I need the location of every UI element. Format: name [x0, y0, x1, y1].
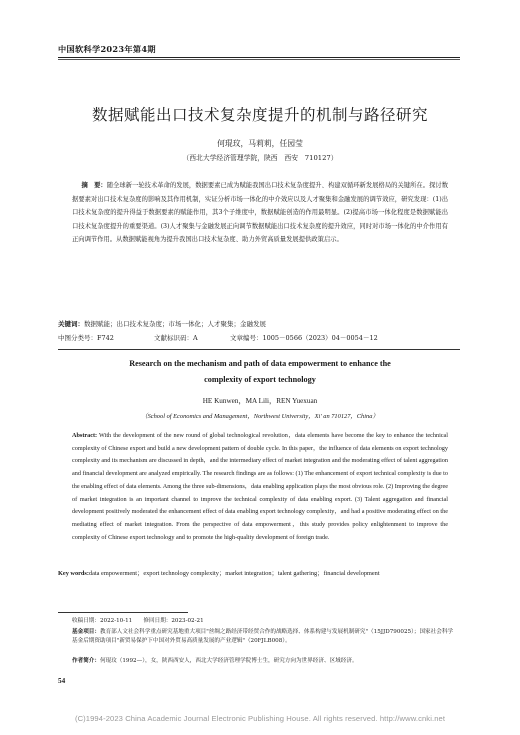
authors-english: HE Kunwen，MA Lili，REN Yuexuan: [202, 397, 318, 405]
title-english: [0, 356, 520, 388]
copyright-watermark: (C)1994-2023 China Academic Journal Electronic Publishing House. All rights reserved. http://www.cnki.net: [74, 714, 446, 723]
footnote-author-text: 何琨玟（1992—），女，陕西西安人，西北大学经济管理学院博士生，研究方向为世界经济、区域经济。: [99, 658, 358, 664]
keywords-english-text: data empowerment；export technology complexity；market integration；talent gathering；financial development: [88, 570, 380, 577]
keywords-english: [58, 568, 460, 577]
document-code: 文献标识码：A: [154, 334, 198, 342]
page-number: 54: [58, 677, 66, 685]
keywords-english-label: Key words:: [58, 570, 89, 577]
footnote-funding: [72, 628, 458, 647]
footnote-dates: 收稿日期：2022-10-11 修回日期：2023-02-21: [72, 618, 204, 624]
abstract-english-label: Abstract:: [72, 432, 98, 439]
authors-chinese: 何琨玟，马莉莉，任园莹: [217, 139, 303, 148]
header-rule-thin: [58, 59, 460, 60]
affiliation-chinese: （西北大学经济管理学院，陕西 西安 710127）: [182, 154, 338, 162]
affiliation-english: （School of Economics and Management，Northwest University，Xi' an 710127，China）: [141, 413, 379, 420]
clc-number: 中图分类号：F742: [58, 334, 114, 342]
abstract-chinese-text: 随全球新一轮技术革命的发展，数据要素已成为赋能我国出口技术复杂度提升、构建双循环新发展格局的关键所在。探讨数据要素对出口技术复杂度的影响及其作用机制，实证分析市场一体化的中介效应以及人才聚集和金融发展的调节效应，研究发现：(1)出口技术复杂度的提升得益于数据要素的赋能作用，其3个子维度中，数据赋能创造的作用最明显。(2)提高市场一体化程度是数据赋能出口技术复杂度提升的重要渠道。(3)人才聚集与金融发展正向调节数据赋能出口技术复杂度的提升效应，同时对市场一体化的中介作用有正向调节作用。从数据赋能视角为提升我国出口技术复杂度、助力外贸高质量发展提供政策启示。: [72, 182, 449, 244]
abstract-english-text: With the development of the new round of global technological revolution，data elements have become the key to enhance the technical complexity of Chinese export and build a new development pattern of double cycle. In this paper，the influence of data elements on export technology complexity and its mechanism are discussed in depth，and the intermediary effect of market integration and the moderating effect of talent aggregation and financial development are analyzed empirically. The research findings are as follows: (1) The enhancement of export technical complexity is due to the enabling effect of data elements. Among the three sub-dimensions，data enabling application plays the most obvious role. (2) Improving the degree of market integration is an important channel to improve the technical complexity of data enabling export. (3) Talent aggregation and financial development positively moderated the enhancement effect of data enabling export technology complexity，and had a positive moderating effect on the mediating effect of market integration. From the perspective of data empowerment，this study provides policy enlightenment to improve the complexity of Chinese export technology and to promote the high-quality development of foreign trade.: [72, 432, 449, 541]
abstract-chinese: [72, 179, 448, 247]
article-id: 文章编号：1005－0566（2023）04－0054－12: [230, 334, 378, 342]
footnote-funding-text: 教育部人文社会科学重点研究基地重大项目"丝绸之路经济带经贸合作的战略选择、体系构建与发展机制研究"（15JJD790025）；国家社会科学基金后期资助项目"新贸易保护下中国对外贸易高质量发展的产业逻辑"（20FJLB008）。: [72, 629, 454, 645]
footnote-funding-label: 基金项目：: [72, 629, 100, 635]
keywords-chinese: [58, 318, 460, 331]
header-rule: [58, 57, 460, 58]
footnote-rule: [58, 612, 188, 613]
journal-header: 中国软科学2023年第4期: [58, 44, 156, 54]
keywords-chinese-text: 数据赋能；出口技术复杂度；市场一体化；人才聚集；金融发展: [84, 320, 266, 328]
title-english-text: Research on the mechanism and path of data empowerment to enhance the complexity of export technology: [129, 359, 391, 384]
abstract-english: [72, 430, 448, 544]
footnote-author-label: 作者简介：: [72, 658, 100, 664]
footnote-author: [72, 657, 458, 666]
keywords-chinese-label: 关键词：: [58, 320, 84, 328]
title-chinese: 数据赋能出口技术复杂度提升的机制与路径研究: [91, 106, 428, 124]
abstract-chinese-label: 摘 要：: [81, 182, 107, 189]
metadata-rule: [58, 349, 460, 350]
